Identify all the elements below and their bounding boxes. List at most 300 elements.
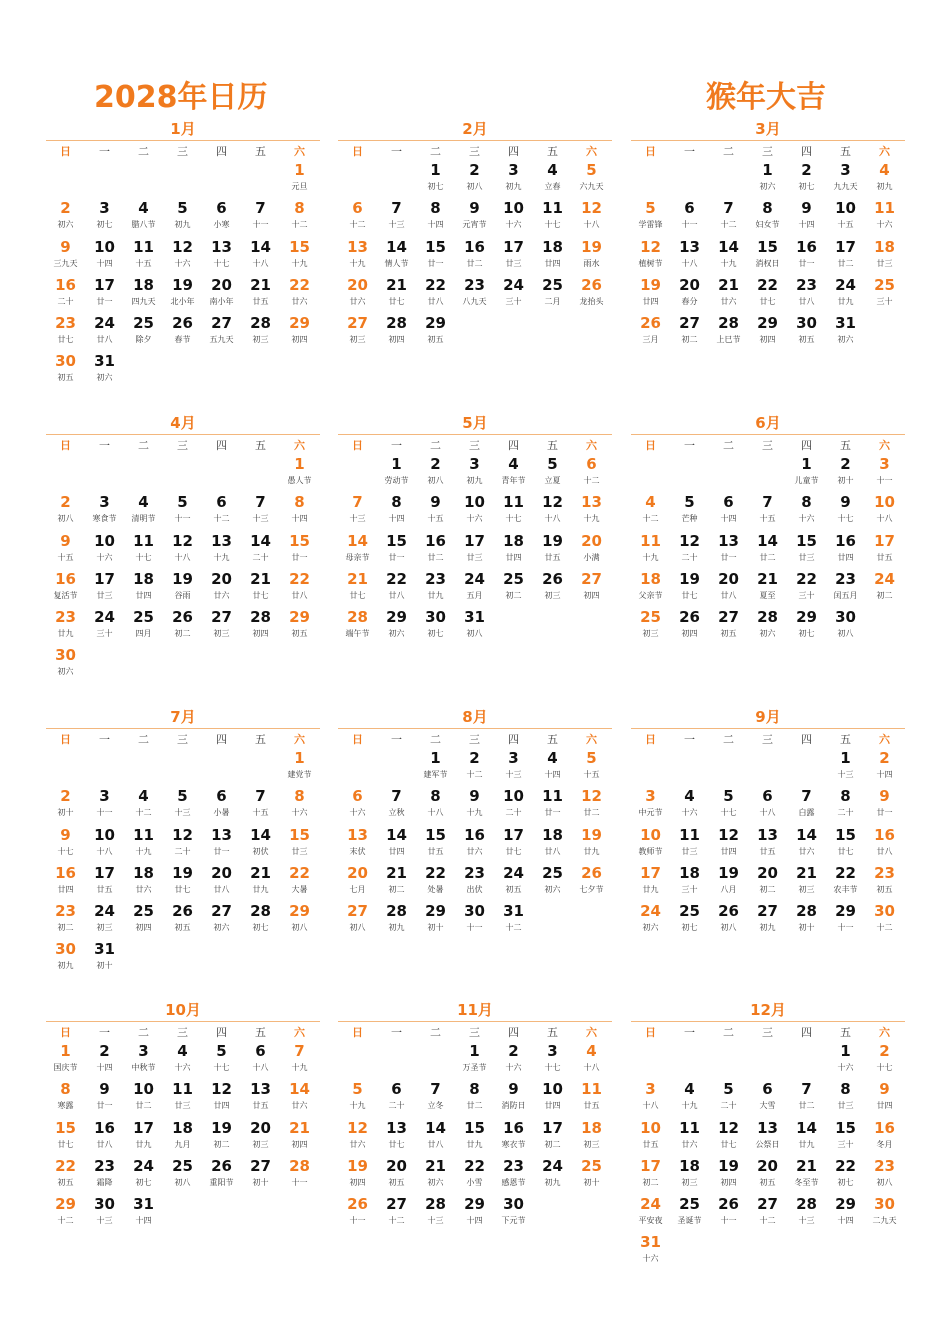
day-number: 21	[250, 863, 271, 882]
weekday-label: 六	[294, 439, 305, 452]
lunar-label: 十六	[291, 808, 308, 818]
day-cell	[709, 276, 748, 314]
day-cell	[748, 826, 787, 864]
day-cell	[241, 238, 280, 276]
day-number: 5	[352, 1080, 363, 1099]
day-number: 26	[172, 902, 193, 921]
day-cell	[709, 1233, 748, 1271]
weekday-label: 一	[99, 439, 110, 452]
lunar-label: 十八	[681, 258, 698, 268]
day-cell	[826, 1042, 865, 1080]
lunar-label: 十一	[681, 220, 698, 230]
day-cell	[826, 1195, 865, 1233]
day-cell	[241, 1042, 280, 1080]
week-row	[338, 749, 612, 787]
day-number: 18	[503, 531, 524, 550]
lunar-label: 初五	[57, 1177, 74, 1187]
weekday-label: 日	[645, 733, 656, 746]
day-cell	[865, 238, 904, 276]
day-number: 24	[464, 569, 485, 588]
day-number: 18	[542, 825, 563, 844]
day-cell	[85, 1042, 124, 1080]
day-number: 4	[138, 493, 149, 512]
lunar-label: 三十	[96, 629, 113, 639]
day-number: 29	[757, 314, 778, 333]
day-cell	[202, 1119, 241, 1157]
lunar-label: 初三	[349, 335, 366, 345]
weekday-label: 六	[586, 145, 597, 158]
day-number: 10	[835, 199, 856, 218]
day-cell	[241, 864, 280, 902]
day-cell	[46, 749, 85, 787]
day-number: 20	[718, 569, 739, 588]
lunar-label: 初三	[252, 1139, 269, 1149]
lunar-label: 初四	[135, 923, 152, 933]
day-cell	[709, 1195, 748, 1233]
day-cell	[280, 1042, 319, 1080]
lunar-label: 妇女节	[755, 220, 780, 230]
day-number: 10	[94, 531, 115, 550]
lunar-label: 十九	[291, 258, 308, 268]
day-number: 17	[503, 237, 524, 256]
day-cell	[280, 864, 319, 902]
day-number: 27	[757, 1195, 778, 1214]
lunar-label: 谷雨	[174, 590, 191, 600]
lunar-label: 初伏	[252, 846, 269, 856]
week-row	[631, 787, 905, 825]
day-cell	[865, 161, 904, 199]
weekday-label: 三	[762, 145, 773, 158]
day-cell	[85, 864, 124, 902]
day-number: 10	[503, 199, 524, 218]
month-title: 9月	[755, 708, 781, 726]
week-row	[46, 608, 320, 646]
day-cell	[416, 493, 455, 531]
day-cell	[865, 902, 904, 940]
day-number: 13	[211, 237, 232, 256]
day-number: 1	[294, 749, 305, 767]
lunar-label: 初八	[349, 923, 366, 933]
day-number: 26	[581, 275, 602, 294]
day-cell	[787, 1080, 826, 1118]
day-cell	[494, 314, 533, 352]
day-cell	[533, 455, 572, 493]
lunar-label: 初五	[174, 923, 191, 933]
day-cell	[241, 608, 280, 646]
day-number: 25	[503, 569, 524, 588]
lunar-label: 二十	[720, 1101, 737, 1111]
weekday-label: 二	[430, 733, 441, 746]
lunar-label: 初九	[876, 182, 893, 191]
weekday-header	[46, 141, 320, 161]
day-cell	[202, 455, 241, 493]
day-cell	[280, 608, 319, 646]
lunar-label: 复活节	[53, 590, 78, 600]
lunar-label: 三九天	[53, 258, 78, 268]
day-number: 31	[133, 1195, 154, 1214]
week-row	[631, 826, 905, 864]
day-number: 23	[55, 902, 76, 921]
lunar-label: 腊八节	[131, 220, 156, 230]
lunar-label: 廿七	[349, 590, 366, 600]
lunar-label: 初九	[174, 220, 191, 230]
day-number: 14	[289, 1080, 310, 1099]
day-cell	[124, 314, 163, 352]
lunar-label: 廿四	[544, 258, 561, 268]
day-number: 20	[679, 275, 700, 294]
day-cell	[377, 199, 416, 237]
day-number: 4	[684, 787, 695, 806]
weekday-label: 五	[547, 145, 558, 158]
day-number: 14	[796, 1118, 817, 1137]
day-cell	[631, 532, 670, 570]
day-cell	[338, 161, 377, 199]
day-cell	[455, 1119, 494, 1157]
weekday-label: 一	[684, 733, 695, 746]
week-row	[338, 1195, 612, 1233]
day-cell	[124, 902, 163, 940]
day-cell	[533, 1042, 572, 1080]
day-cell	[241, 570, 280, 608]
week-row	[631, 532, 905, 570]
lunar-label: 廿九	[798, 1139, 815, 1149]
day-number: 25	[581, 1156, 602, 1175]
day-cell	[280, 787, 319, 825]
day-number: 15	[835, 1118, 856, 1137]
lunar-label: 初八	[837, 629, 854, 639]
weekday-label: 三	[469, 733, 480, 746]
lunar-label: 廿九	[57, 629, 74, 639]
weekday-header	[338, 141, 612, 161]
day-cell	[202, 940, 241, 978]
day-cell	[163, 787, 202, 825]
day-cell	[455, 455, 494, 493]
day-number: 4	[586, 1042, 597, 1060]
day-cell	[338, 276, 377, 314]
day-number: 18	[679, 863, 700, 882]
lunar-label: 初七	[427, 629, 444, 639]
day-cell	[787, 1119, 826, 1157]
lunar-label: 二十	[252, 552, 269, 562]
day-number: 6	[216, 787, 227, 806]
lunar-label: 初二	[681, 335, 698, 345]
day-number: 16	[425, 531, 446, 550]
day-cell	[338, 608, 377, 646]
day-cell	[280, 276, 319, 314]
day-cell	[163, 902, 202, 940]
lunar-label: 廿四	[135, 590, 152, 600]
day-number: 8	[469, 1080, 480, 1099]
lunar-label: 十八	[96, 846, 113, 856]
day-number: 28	[386, 314, 407, 333]
day-cell	[865, 826, 904, 864]
day-cell	[202, 161, 241, 199]
weekday-label: 六	[879, 145, 890, 158]
lunar-label: 初四	[388, 335, 405, 345]
day-number: 24	[640, 902, 661, 921]
day-cell	[572, 532, 611, 570]
lunar-label: 廿八	[96, 335, 113, 345]
day-cell	[826, 1233, 865, 1271]
day-number: 24	[503, 275, 524, 294]
weekday-label: 四	[216, 1026, 227, 1039]
lunar-label: 十五	[837, 220, 854, 230]
week-row	[46, 749, 320, 787]
day-number: 15	[425, 825, 446, 844]
day-number: 29	[464, 1195, 485, 1214]
lunar-label: 十一	[96, 808, 113, 818]
weekday-label: 五	[840, 439, 851, 452]
lunar-label: 初六	[837, 335, 854, 345]
day-number: 9	[60, 531, 71, 550]
day-cell	[787, 1195, 826, 1233]
lunar-label: 初九	[466, 476, 483, 485]
lunar-label: 十六	[505, 1063, 522, 1072]
lunar-label: 廿四	[837, 552, 854, 562]
week-row	[338, 1042, 612, 1080]
lunar-label: 廿一	[798, 258, 815, 268]
day-number: 20	[211, 569, 232, 588]
lunar-label: 二十	[837, 808, 854, 818]
day-cell	[709, 493, 748, 531]
day-number: 22	[386, 569, 407, 588]
lunar-label: 十八	[876, 514, 893, 524]
day-cell	[865, 1157, 904, 1195]
lunar-label: 初八	[466, 182, 483, 191]
weekday-label: 四	[508, 733, 519, 746]
weekday-label: 一	[391, 733, 402, 746]
week-row	[46, 570, 320, 608]
day-cell	[572, 493, 611, 531]
day-number: 19	[679, 569, 700, 588]
lunar-label: 初十	[583, 1177, 600, 1187]
week-row	[46, 1195, 320, 1233]
day-cell	[46, 787, 85, 825]
day-cell	[748, 314, 787, 352]
day-cell	[163, 864, 202, 902]
day-cell	[416, 570, 455, 608]
day-cell	[748, 570, 787, 608]
day-cell	[826, 1080, 865, 1118]
day-cell	[163, 199, 202, 237]
day-number: 11	[581, 1080, 602, 1099]
lunar-label: 下元节	[501, 1216, 526, 1226]
day-cell	[494, 749, 533, 787]
day-number: 3	[645, 787, 656, 806]
weekday-header	[338, 729, 612, 749]
day-cell	[572, 455, 611, 493]
lunar-label: 十六	[798, 514, 815, 524]
day-number: 1	[294, 455, 305, 473]
weekday-header	[631, 1022, 905, 1042]
lunar-label: 春节	[174, 335, 191, 345]
week-row	[631, 455, 905, 493]
day-cell	[572, 161, 611, 199]
lunar-label: 六九天	[579, 182, 604, 191]
day-number: 30	[874, 902, 895, 921]
day-number: 30	[55, 940, 76, 959]
day-cell	[124, 532, 163, 570]
day-number: 7	[801, 787, 812, 806]
weekday-label: 三	[762, 1026, 773, 1039]
day-number: 11	[679, 825, 700, 844]
day-number: 6	[352, 199, 363, 218]
day-cell	[455, 276, 494, 314]
day-cell	[533, 199, 572, 237]
day-cell	[572, 902, 611, 940]
day-number: 28	[425, 1195, 446, 1214]
day-number: 8	[840, 1080, 851, 1099]
day-number: 9	[99, 1080, 110, 1099]
day-cell	[572, 1119, 611, 1157]
weekday-label: 一	[684, 145, 695, 158]
day-cell	[85, 1157, 124, 1195]
day-cell	[338, 749, 377, 787]
day-number: 23	[94, 1156, 115, 1175]
lunar-label: 十七	[505, 514, 522, 524]
weekday-header	[631, 141, 905, 161]
lunar-label: 学雷锋	[638, 220, 663, 230]
day-number: 27	[581, 569, 602, 588]
day-cell	[202, 864, 241, 902]
lunar-label: 廿三	[876, 258, 893, 268]
day-cell	[533, 238, 572, 276]
weekday-label: 四	[801, 1026, 812, 1039]
day-cell	[85, 493, 124, 531]
weekday-header	[631, 435, 905, 455]
week-row	[338, 493, 612, 531]
lunar-label: 初六	[57, 667, 74, 677]
day-number: 30	[835, 608, 856, 627]
lunar-label: 廿一	[96, 1101, 113, 1111]
day-number: 24	[133, 1156, 154, 1175]
lunar-label: 廿六	[291, 296, 308, 306]
weekday-header	[338, 1022, 612, 1042]
day-number: 24	[94, 608, 115, 627]
lunar-label: 廿九	[583, 846, 600, 856]
day-cell	[163, 1157, 202, 1195]
day-number: 27	[347, 314, 368, 333]
lunar-label: 初七	[96, 220, 113, 230]
day-number: 15	[425, 237, 446, 256]
day-cell	[572, 787, 611, 825]
day-cell	[124, 352, 163, 390]
day-number: 4	[508, 455, 519, 473]
day-cell	[202, 238, 241, 276]
day-cell	[241, 314, 280, 352]
day-cell	[85, 940, 124, 978]
day-cell	[163, 608, 202, 646]
lunar-label: 十六	[349, 808, 366, 818]
day-number: 19	[718, 1156, 739, 1175]
day-number: 21	[250, 275, 271, 294]
day-cell	[670, 864, 709, 902]
day-cell	[572, 608, 611, 646]
day-number: 20	[757, 863, 778, 882]
day-number: 3	[508, 161, 519, 179]
day-number: 1	[762, 161, 773, 179]
day-cell	[85, 455, 124, 493]
day-number: 19	[172, 569, 193, 588]
day-number: 3	[840, 161, 851, 179]
lunar-label: 初六	[759, 182, 776, 191]
day-number: 4	[547, 749, 558, 767]
day-cell	[826, 532, 865, 570]
day-cell	[631, 570, 670, 608]
day-number: 15	[289, 531, 310, 550]
weekday-label: 五	[840, 733, 851, 746]
day-cell	[826, 1119, 865, 1157]
day-cell	[124, 608, 163, 646]
week-row	[631, 570, 905, 608]
day-number: 24	[94, 902, 115, 921]
day-cell	[416, 532, 455, 570]
week-row	[338, 902, 612, 940]
day-cell	[280, 1157, 319, 1195]
day-number: 16	[94, 1118, 115, 1137]
day-cell	[748, 1157, 787, 1195]
lunar-label: 廿八	[876, 846, 893, 856]
day-number: 11	[679, 1118, 700, 1137]
day-cell	[670, 1042, 709, 1080]
lunar-label: 初六	[96, 373, 113, 383]
day-number: 18	[133, 275, 154, 294]
day-number: 17	[94, 863, 115, 882]
weekday-label: 六	[294, 1026, 305, 1039]
lunar-label: 十四	[291, 514, 308, 524]
day-cell	[709, 749, 748, 787]
day-number: 29	[289, 902, 310, 921]
day-number: 12	[679, 531, 700, 550]
day-cell	[85, 314, 124, 352]
day-cell	[377, 826, 416, 864]
day-cell	[377, 1080, 416, 1118]
day-cell	[46, 314, 85, 352]
day-number: 1	[840, 749, 851, 767]
day-cell	[670, 1233, 709, 1271]
week-row	[46, 646, 320, 684]
day-number: 3	[99, 787, 110, 806]
day-cell	[455, 532, 494, 570]
lunar-label: 廿四	[720, 846, 737, 856]
day-number: 25	[133, 902, 154, 921]
lunar-label: 廿六	[798, 846, 815, 856]
day-number: 28	[347, 608, 368, 627]
day-cell	[163, 493, 202, 531]
day-cell	[865, 570, 904, 608]
day-cell	[241, 455, 280, 493]
lunar-label: 十四	[96, 1063, 113, 1072]
day-cell	[338, 570, 377, 608]
day-cell	[163, 749, 202, 787]
lunar-label: 十八	[642, 1101, 659, 1111]
day-number: 6	[391, 1080, 402, 1099]
lunar-label: 廿三	[96, 590, 113, 600]
day-number: 2	[60, 493, 71, 512]
lunar-label: 初二	[876, 590, 893, 600]
day-number: 13	[757, 825, 778, 844]
day-number: 7	[391, 199, 402, 218]
lunar-label: 上巳节	[716, 335, 741, 345]
lunar-label: 二月	[544, 296, 561, 306]
day-cell	[124, 276, 163, 314]
lunar-label: 二九天	[872, 1216, 897, 1226]
month-block	[631, 999, 905, 1272]
day-cell	[631, 608, 670, 646]
day-cell	[241, 646, 280, 684]
day-cell	[416, 199, 455, 237]
lunar-label: 十八	[583, 220, 600, 230]
